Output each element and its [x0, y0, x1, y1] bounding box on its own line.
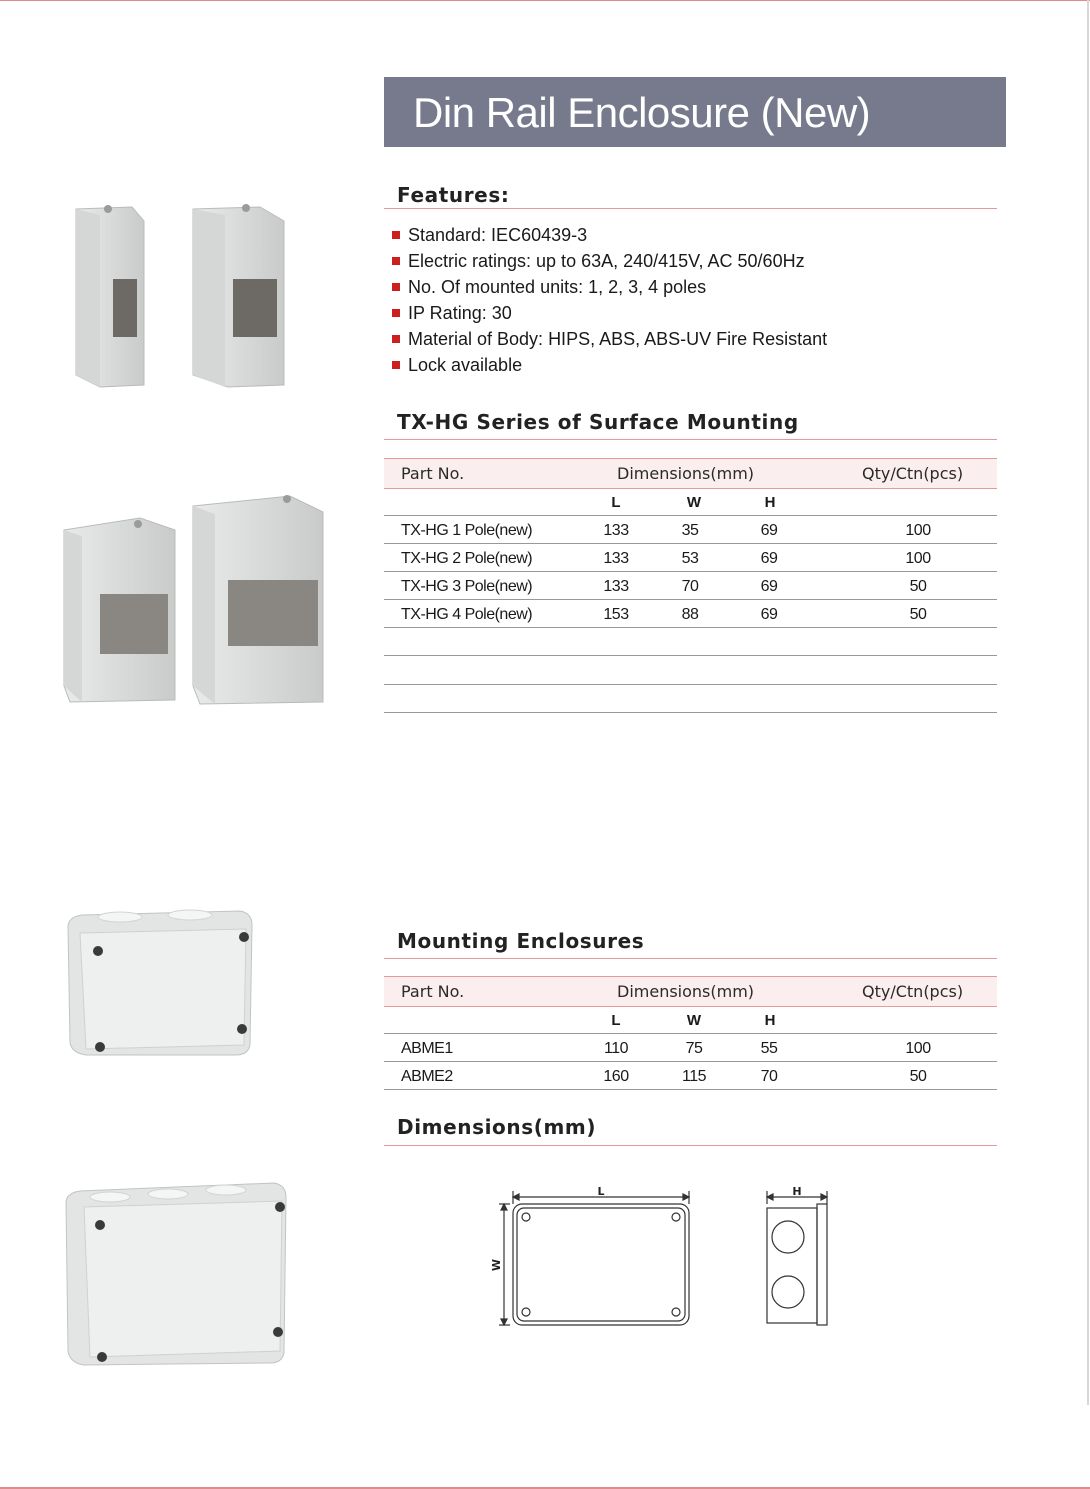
cell-w: 35 [681, 522, 699, 539]
label-w: W [490, 1258, 503, 1272]
feature-item: Lock available [392, 352, 827, 378]
bullet-icon [392, 335, 400, 343]
dimensions-heading: Dimensions(mm) [397, 1115, 597, 1139]
din-rail-enclosure-small-photo [60, 195, 300, 395]
table-row-empty [384, 684, 997, 713]
cell-h: 69 [760, 578, 778, 595]
cell-h: 69 [760, 550, 778, 567]
din-rail-enclosure-large-photo [60, 490, 330, 710]
sub-h: H [764, 1012, 776, 1029]
bullet-icon [392, 231, 400, 239]
dimensions-rule [384, 1145, 997, 1146]
cell-part: TX-HG 4 Pole(new) [401, 606, 533, 623]
cell-qty: 100 [905, 522, 931, 539]
bullet-icon [392, 283, 400, 291]
cell-part: TX-HG 2 Pole(new) [401, 550, 533, 567]
feature-item: Electric ratings: up to 63A, 240/415V, AC 50/60Hz [392, 248, 827, 274]
features-heading: Features: [397, 183, 510, 207]
features-list [392, 222, 827, 378]
mounting-table-header [384, 976, 997, 1007]
col-qty: Qty/Ctn(pcs) [862, 464, 964, 483]
cell-qty: 100 [905, 1040, 931, 1057]
sub-l: L [611, 494, 621, 511]
mounting-enclosure-abme2-photo [60, 1175, 300, 1375]
mounting-table-subheader [384, 1006, 997, 1034]
table-row [384, 1061, 997, 1090]
box-outline-side-view [767, 1208, 817, 1323]
cell-part: ABME1 [401, 1040, 453, 1057]
feature-item: Standard: IEC60439-3 [392, 222, 827, 248]
features-rule [384, 208, 997, 209]
cell-l: 153 [603, 606, 629, 623]
page-top-border [0, 0, 1090, 1]
cell-qty: 50 [909, 1068, 927, 1085]
feature-item: No. Of mounted units: 1, 2, 3, 4 poles [392, 274, 827, 300]
cell-l: 160 [603, 1068, 629, 1085]
page-title: Din Rail Enclosure (New) [413, 89, 871, 136]
mounting-enclosure-abme1-photo [60, 905, 260, 1065]
cell-l: 133 [603, 578, 629, 595]
bullet-icon [392, 257, 400, 265]
col-part-no: Part No. [401, 982, 465, 1001]
cell-w: 53 [681, 550, 699, 567]
sub-h: H [764, 494, 776, 511]
cell-h: 69 [760, 522, 778, 539]
box-outline-top-view [513, 1204, 689, 1325]
bullet-icon [392, 309, 400, 317]
surface-table-rule [384, 439, 997, 440]
cell-w: 75 [685, 1040, 703, 1057]
cell-l: 110 [603, 1040, 629, 1057]
cell-qty: 50 [909, 606, 927, 623]
mounting-table-heading: Mounting Enclosures [397, 929, 645, 953]
col-dimensions: Dimensions(mm) [617, 464, 755, 483]
cell-part: TX-HG 1 Pole(new) [401, 522, 533, 539]
sub-l: L [611, 1012, 621, 1029]
cell-l: 133 [603, 550, 629, 567]
cell-qty: 50 [909, 578, 927, 595]
col-part-no: Part No. [401, 464, 465, 483]
table-row [384, 1033, 997, 1062]
bullet-icon [392, 361, 400, 369]
table-row-empty [384, 656, 997, 685]
dimension-drawing [490, 1180, 840, 1330]
surface-table-header [384, 458, 997, 489]
sub-w: W [686, 1012, 702, 1029]
cell-w: 70 [681, 578, 699, 595]
table-row [384, 543, 997, 572]
table-row [384, 515, 997, 544]
label-l: L [597, 1185, 605, 1198]
col-qty: Qty/Ctn(pcs) [862, 982, 964, 1001]
col-dimensions: Dimensions(mm) [617, 982, 755, 1001]
cell-qty: 100 [905, 550, 931, 567]
sub-w: W [686, 494, 702, 511]
cell-w: 115 [681, 1068, 707, 1085]
cell-part: TX-HG 3 Pole(new) [401, 578, 533, 595]
cell-h: 69 [760, 606, 778, 623]
cell-w: 88 [681, 606, 699, 623]
feature-item: IP Rating: 30 [392, 300, 827, 326]
cell-l: 133 [603, 522, 629, 539]
page-right-border [1087, 0, 1089, 1405]
table-row [384, 599, 997, 628]
cell-h: 70 [760, 1068, 778, 1085]
table-row-empty [384, 627, 997, 656]
title-banner [384, 77, 1006, 147]
table-row [384, 571, 997, 600]
cell-h: 55 [760, 1040, 778, 1057]
surface-table-subheader [384, 488, 997, 516]
surface-table-heading: TX-HG Series of Surface Mounting [397, 410, 799, 434]
cell-part: ABME2 [401, 1068, 453, 1085]
mounting-table-rule [384, 958, 997, 959]
feature-item: Material of Body: HIPS, ABS, ABS-UV Fire Resistant [392, 326, 827, 352]
label-h: H [792, 1185, 802, 1198]
